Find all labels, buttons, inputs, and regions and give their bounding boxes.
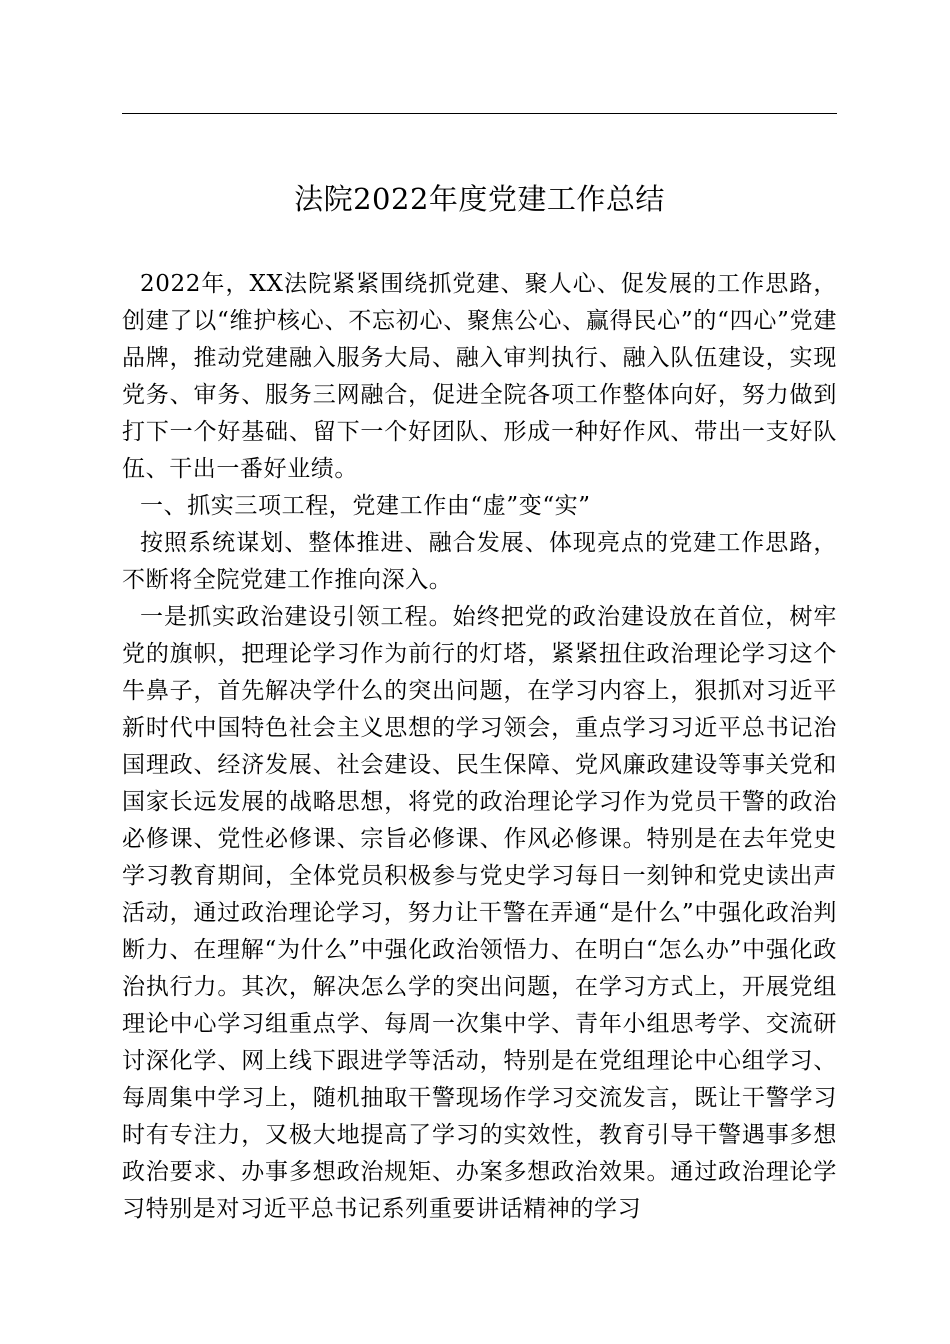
paragraph-intro: 2022年，XX法院紧紧围绕抓党建、聚人心、促发展的工作思路，创建了以“维护核心、不忘初心、聚焦公心、赢得民心”的“四心”党建品牌，推动党建融入服务大局、融入审判执行、融入队伍建设，实现党务、审务、服务三网融合，促进全院各项工作整体向好，努力做到打下一个好基础、留下一个好团队、形成一种好作风、带出一支好队伍、干出一番好业绩。 [122,271,837,482]
section-heading: 一、抓实三项工程，党建工作由“虚”变“实” [140,493,591,519]
paragraph-political-building: 一是抓实政治建设引领工程。始终把党的政治建设放在首位，树牢党的旗帜，把理论学习作为前行的灯塔，紧紧扭住政治理论学习这个牛鼻子，首先解决学什么的突出问题，在学习内容上，狠抓对习近平新时代中国特色社会主义思想的学习领会，重点学习习近平总书记治国理政、经济发展、社会建设、民生保障、党风廉政建设等事关党和国家长远发展的战略思想，将党的政治理论学习作为党员干警的政治必修课、党性必修课、宗旨必修课、作风必修课。特别是在去年党史学习教育期间，全体党员积极参与党史学习每日一刻钟和党史读出声活动，通过政治理论学习，努力让干警在弄通“是什么”中强化政治判断力、在理解“为什么”中强化政治领悟力、在明白“怎么办”中强化政治执行力。其次，解决怎么学的突出问题，在学习方式上，开展党组理论中心学习组重点学、每周一次集中学、青年小组思考学、交流研讨深化学、网上线下跟进学等活动，特别是在党组理论中心组学习、每周集中学习上，随机抽取干警现场作学习交流发言，既让干警学习时有专注力，又极大地提高了学习的实效性，教育引导干警遇事多想政治要求、办事多想政治规矩、办案多想政治效果。通过政治理论学习特别是对习近平总书记系列重要讲话精神的学习 [122,604,837,1222]
document-title: 法院2022年度党建工作总结 [294,182,665,216]
paragraph-approach: 按照系统谋划、整体推进、融合发展、体现亮点的党建工作思路，不断将全院党建工作推向深入。 [122,530,837,593]
document-body [122,266,837,1228]
header-rule [122,113,837,114]
